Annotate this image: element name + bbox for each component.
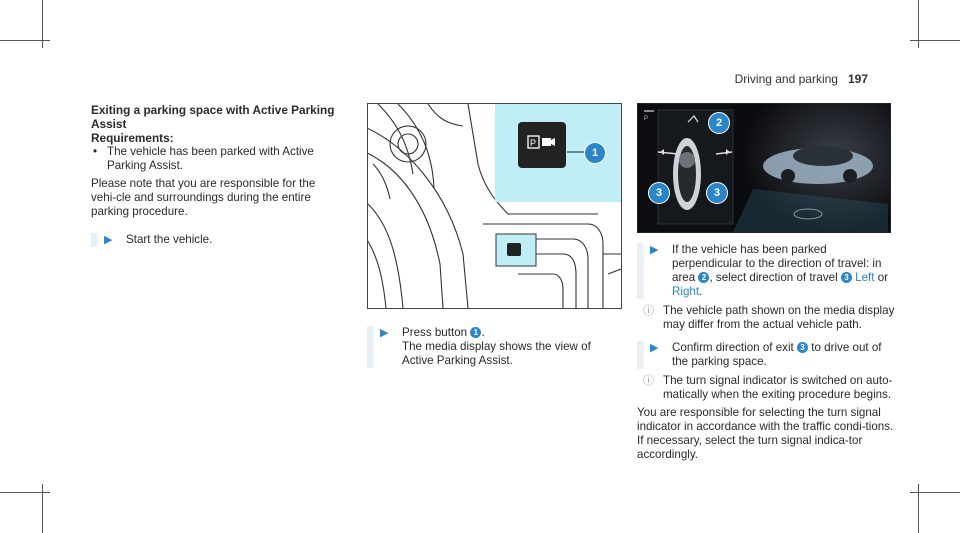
info-icon: ⓘ [643, 375, 654, 387]
step-text: to drive out of the parking space. [672, 341, 882, 368]
instruction-step [367, 326, 622, 368]
instruction-step [91, 233, 343, 247]
left-column [91, 103, 343, 247]
step-text: Start the vehicle. [126, 233, 213, 246]
or-label: or [877, 271, 889, 284]
step-text: Confirm direction of exit [672, 341, 794, 354]
number-badge: 3 [797, 342, 808, 353]
requirement-text: The vehicle has been parked with Active Parking Assist. [107, 145, 314, 172]
note-text: The turn signal indicator is switched on auto-matically when the exiting procedure begins. [663, 374, 893, 401]
crop-mark [0, 492, 50, 493]
paragraph: You are responsible for selecting the turn signal indicator in accordance with the traffic condi-tions. If necessary, select the turn signal indica-tor accordingly. [637, 406, 894, 461]
svg-text:P: P [530, 138, 537, 148]
note-text: The vehicle path shown on the media display may differ from the actual vehicle path. [663, 304, 895, 331]
punctuation: . [699, 285, 703, 298]
callout-badge: 3 [648, 182, 670, 204]
punctuation: . [481, 326, 485, 339]
instruction-step [637, 341, 899, 369]
callout-badge: 2 [708, 112, 730, 134]
step-text: Press button [402, 326, 468, 339]
instruction-step [637, 243, 899, 299]
play-arrow-icon: ▶ [380, 327, 389, 339]
requirement-item [91, 145, 343, 173]
note [637, 304, 899, 332]
note [637, 374, 899, 402]
callout-badge: 1 [584, 142, 606, 164]
crop-mark [910, 492, 960, 493]
display-illustration [638, 104, 890, 232]
requirements-label: Requirements: [91, 131, 174, 145]
play-arrow-icon: ▶ [650, 342, 659, 354]
console-illustration [368, 104, 621, 308]
svg-text:P: P [644, 116, 649, 122]
number-badge: 2 [698, 272, 709, 283]
crop-mark [0, 40, 50, 41]
callout-badge: 3 [706, 182, 728, 204]
right-option-label: Right [672, 285, 700, 298]
info-icon: ⓘ [643, 305, 654, 317]
step-text: , select direction of travel [709, 271, 838, 284]
step-text: If the vehicle has been parked perpendicular to the direction of travel: in area [672, 243, 882, 284]
step-text: The media display shows the view of Active Parking Assist. [402, 340, 591, 367]
paragraph: Please note that you are responsible for the vehi-cle and surroundings during the entire parking procedure. [91, 177, 316, 218]
number-badge: 1 [470, 327, 481, 338]
number-badge: 3 [841, 272, 852, 283]
section-title: Driving and parking [734, 72, 838, 86]
page-header [735, 72, 868, 86]
play-arrow-icon: ▶ [650, 244, 659, 256]
bullet-icon: • [93, 145, 98, 158]
left-option-label: Left [855, 271, 875, 284]
middle-column [367, 326, 622, 368]
right-column [637, 243, 899, 462]
play-arrow-icon: ▶ [104, 234, 113, 246]
section-heading: Exiting a parking space with Active Parking Assist [91, 103, 335, 131]
parking-button-figure [367, 103, 622, 309]
crop-mark [910, 40, 960, 41]
media-display-figure [637, 103, 891, 233]
page-number: 197 [847, 72, 868, 86]
